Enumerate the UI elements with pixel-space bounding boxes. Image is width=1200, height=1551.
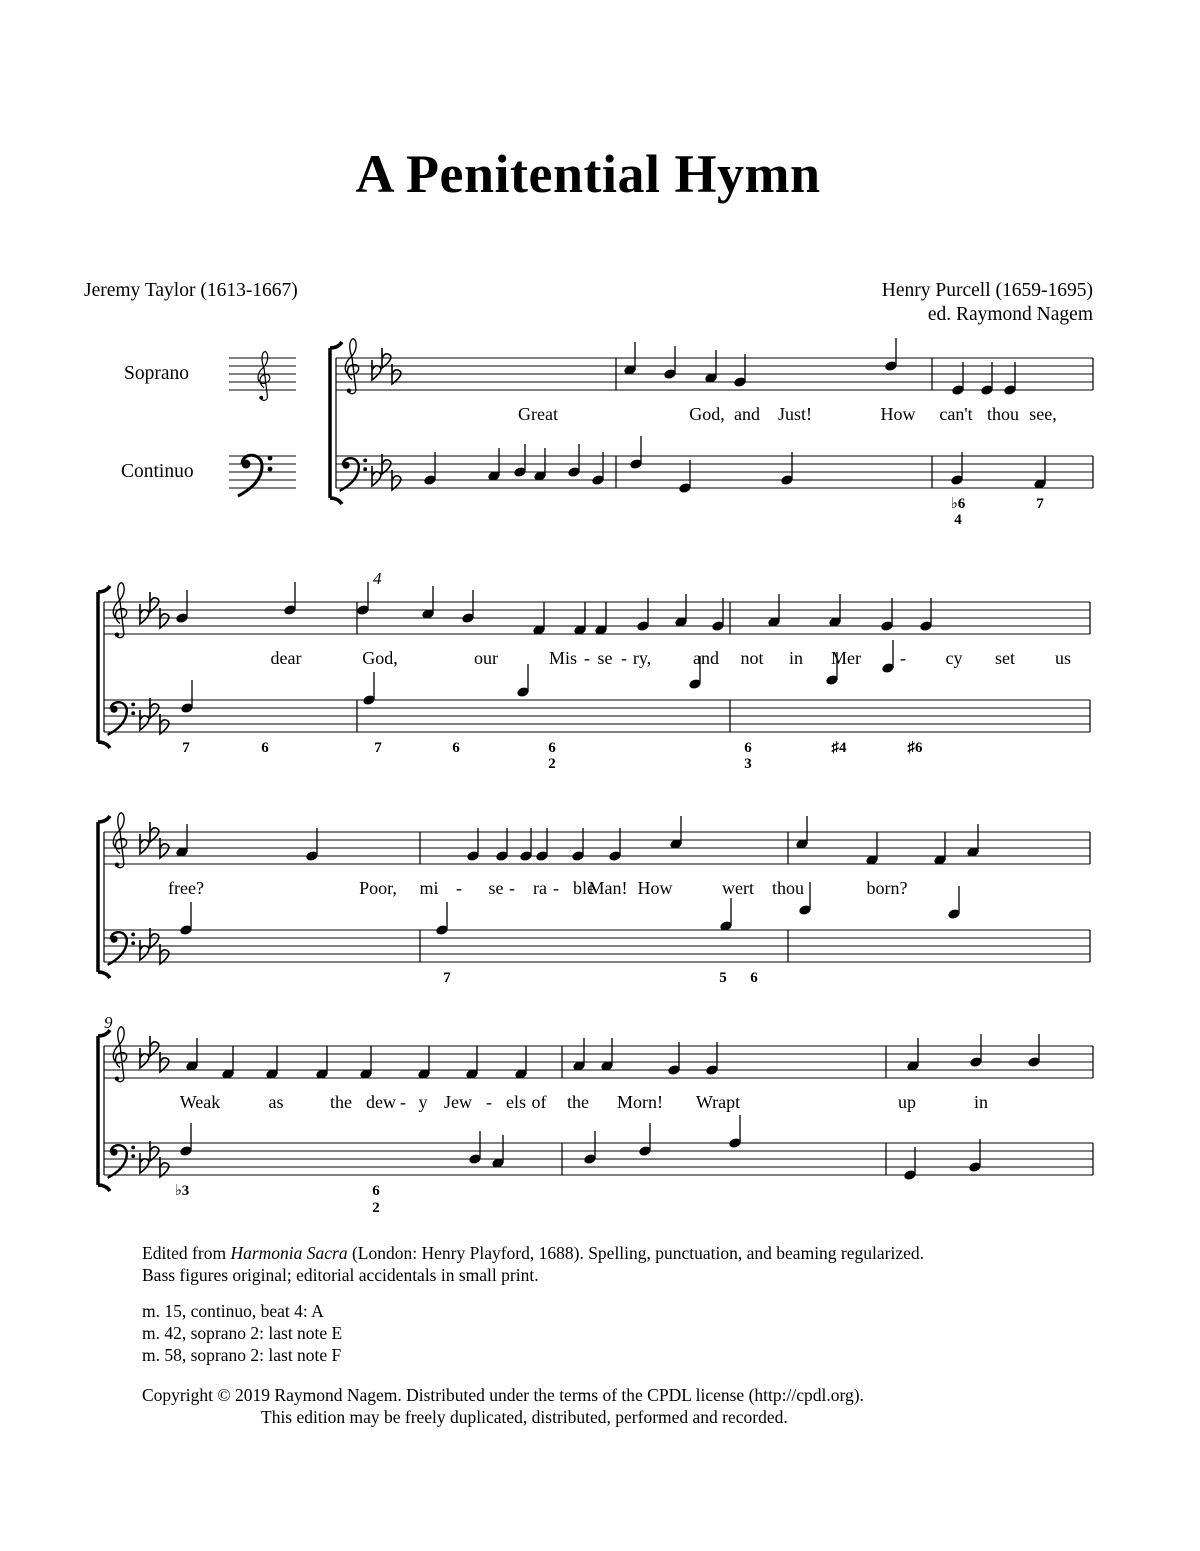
lyric-syllable: in [973, 1092, 989, 1112]
source-prefix: Edited from [142, 1243, 231, 1263]
staff-label-soprano [124, 351, 296, 400]
flat-sign [140, 710, 149, 730]
lyric-syllable: the [330, 1092, 352, 1112]
lyric-syllable: - [486, 1092, 492, 1112]
source-suffix: (London: Henry Playford, 1688). Spelling, punctuation, and beaming regularized. [347, 1243, 924, 1263]
lyric-syllable: Morn! [617, 1092, 663, 1112]
figures-note: Bass figures original; editorial accidentals in small print. [142, 1265, 539, 1285]
lyric-syllable: see, [1029, 404, 1057, 424]
continuo-label: Continuo [121, 461, 194, 482]
bass-figure: 7 [374, 740, 382, 756]
bass-figure: 6 [750, 970, 758, 986]
lyric-syllable: Mer [831, 648, 861, 668]
lyric-syllable: - [900, 648, 906, 668]
lyric-syllable: se [597, 648, 613, 668]
lyric-syllable: cy [945, 648, 963, 668]
lyric-syllable: y [418, 1092, 428, 1112]
lyric-syllable: - [509, 878, 515, 898]
bass-figure: 7 [1036, 496, 1044, 512]
lyric-syllable: free? [168, 878, 204, 898]
score-system [98, 569, 1090, 772]
lyric-syllable: of [531, 1092, 547, 1112]
staff-label-continuo [121, 455, 296, 496]
lyric-syllable: Great [518, 404, 558, 424]
measure-number: 4 [373, 569, 382, 588]
poet-credit: Jeremy Taylor (1613-1667) [84, 280, 298, 301]
lyric-syllable: How [637, 878, 673, 898]
flat-sign [140, 940, 149, 960]
lyric-syllable: mi [419, 878, 439, 898]
bass-figure: ♯6 [907, 740, 923, 756]
flat-sign [140, 834, 149, 854]
bass-figure: 6 [744, 740, 752, 756]
soprano-label: Soprano [124, 363, 189, 384]
lyric-syllable: and [734, 404, 760, 424]
score-system [98, 813, 1090, 986]
bass-figure: 7 [182, 740, 190, 756]
lyric-syllable: dew [366, 1092, 396, 1112]
lyric-syllable: our [474, 648, 498, 668]
measure-number: 9 [104, 1013, 113, 1032]
lyric-syllable: set [995, 648, 1015, 668]
score-system [330, 338, 1093, 528]
bass-figure: 5 [719, 970, 727, 986]
flat-sign [140, 604, 149, 624]
lyric-syllable: ble [573, 878, 595, 898]
bass-figure: 4 [954, 512, 962, 528]
bass-figure: ♭3 [174, 1183, 190, 1199]
bass-figure: 6 [548, 740, 556, 756]
bass-figure: 2 [372, 1200, 380, 1216]
bass-clef [108, 702, 136, 735]
bass-figure: 6 [372, 1183, 380, 1199]
lyric-syllable: us [1054, 648, 1072, 668]
lyric-syllable: - [621, 648, 627, 668]
page-title: A Penitential Hymn [355, 144, 821, 204]
lyric-syllable: God, [362, 648, 398, 668]
bass-figure: ♯4 [831, 740, 847, 756]
bass-clef [108, 932, 136, 965]
lyric-syllable: Just! [777, 404, 813, 424]
lyric-syllable: thou [986, 404, 1020, 424]
bass-figure: 6 [261, 740, 269, 756]
lyric-syllable: born? [866, 878, 908, 898]
lyric-syllable: Mis [548, 648, 578, 668]
lyric-syllable: Weak [179, 1092, 221, 1112]
lyric-syllable: thou [771, 878, 805, 898]
lyric-syllable: ry, [632, 648, 652, 668]
score-system [98, 1013, 1093, 1216]
lyric-syllable: - [584, 648, 590, 668]
bass-figure: 7 [443, 970, 451, 986]
bass-clef [340, 458, 368, 491]
lyric-syllable: as [268, 1092, 284, 1112]
copyright-notice [142, 1384, 864, 1428]
flat-sign [140, 1153, 149, 1173]
correction-item: m. 58, soprano 2: last note F [142, 1345, 342, 1365]
lyric-syllable: and [693, 648, 719, 668]
lyric-syllable: els [506, 1092, 526, 1112]
lyric-syllable: Jew [444, 1092, 472, 1112]
flat-sign [140, 1048, 149, 1068]
lyric-syllable: - [400, 1092, 406, 1112]
lyric-syllable: - [553, 878, 559, 898]
bass-figure: 3 [744, 756, 752, 772]
lyric-syllable: not [740, 648, 764, 668]
lyric-syllable: can't [939, 404, 973, 424]
lyric-syllable: se [488, 878, 504, 898]
lyric-syllable: wert [722, 878, 754, 898]
lyric-syllable: dear [270, 648, 302, 668]
source-title: Harmonia Sacra [230, 1243, 348, 1263]
editorial-notes [142, 1242, 1142, 1366]
editor-name: ed. Raymond Nagem [927, 304, 1093, 325]
lyric-syllable: the [567, 1092, 589, 1112]
flat-sign [372, 360, 381, 380]
bass-figure: ♭6 [950, 496, 966, 512]
lyric-syllable: ra [533, 878, 547, 898]
lyric-syllable: Man! [588, 878, 628, 898]
license-line: This edition may be freely duplicated, distributed, performed and recorded. [261, 1407, 788, 1427]
lyric-syllable: Poor, [359, 878, 397, 898]
lyric-syllable: Wrapt [695, 1092, 741, 1112]
lyric-syllable: up [898, 1092, 916, 1112]
correction-item: m. 15, continuo, beat 4: A [142, 1301, 324, 1321]
flat-sign [372, 466, 381, 486]
bass-figure: 2 [548, 756, 556, 772]
lyric-syllable: God, [689, 404, 725, 424]
bass-figure: 6 [452, 740, 460, 756]
lyric-syllable: How [880, 404, 916, 424]
source-note [142, 1242, 1142, 1264]
bass-clef [108, 1145, 136, 1178]
lyric-syllable: - [456, 878, 462, 898]
composer-name: Henry Purcell (1659-1695) [881, 280, 1093, 301]
copyright-line: Copyright © 2019 Raymond Nagem. Distributed under the terms of the CPDL license (http://cpdl.org). [142, 1385, 864, 1405]
lyric-syllable: in [788, 648, 804, 668]
correction-item: m. 42, soprano 2: last note E [142, 1323, 343, 1343]
